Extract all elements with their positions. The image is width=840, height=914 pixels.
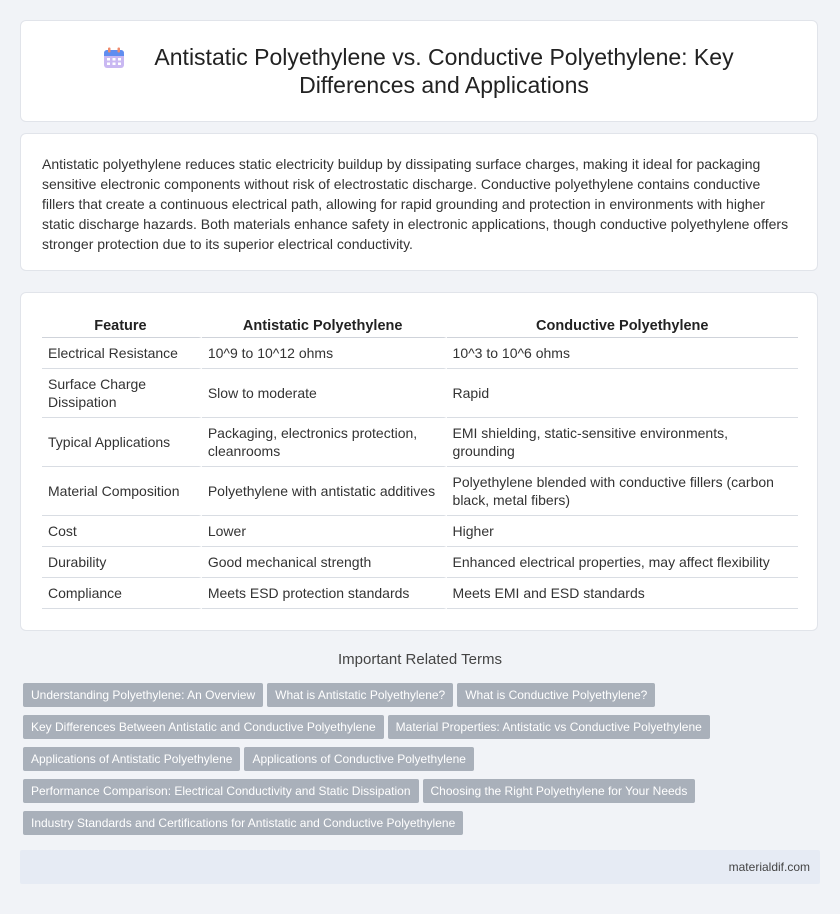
row-antistatic-value: Packaging, electronics protection, cleanrooms <box>202 418 447 467</box>
related-term-link[interactable]: Key Differences Between Antistatic and Conductive Polyethylene <box>23 715 384 739</box>
row-feature: Typical Applications <box>42 418 202 467</box>
row-feature: Surface Charge Dissipation <box>42 369 202 418</box>
related-term-link[interactable]: Choosing the Right Polyethylene for Your Needs <box>423 779 696 803</box>
row-conductive-value: EMI shielding, static-sensitive environments, grounding <box>447 418 798 467</box>
table-row <box>42 516 798 547</box>
row-antistatic-value: 10^9 to 10^12 ohms <box>202 338 447 369</box>
row-antistatic-value: Polyethylene with antistatic additives <box>202 467 447 516</box>
page-title: Antistatic Polyethylene vs. Conductive Polyethylene: Key Differences and Applications <box>154 44 734 98</box>
header-feature: Feature <box>42 314 202 338</box>
row-antistatic-value: Lower <box>202 516 447 547</box>
row-conductive-value: Enhanced electrical properties, may affect flexibility <box>447 547 798 578</box>
related-term-link[interactable]: Applications of Conductive Polyethylene <box>244 747 473 771</box>
row-feature: Durability <box>42 547 202 578</box>
comparison-card <box>20 292 818 631</box>
related-term-link[interactable]: Material Properties: Antistatic vs Conductive Polyethylene <box>388 715 710 739</box>
table-row <box>42 467 798 516</box>
table-header-row <box>42 314 798 338</box>
row-conductive-value: Rapid <box>447 369 798 418</box>
row-conductive-value: Polyethylene blended with conductive fillers (carbon black, metal fibers) <box>447 467 798 516</box>
footer <box>20 850 820 884</box>
related-term-link[interactable]: Performance Comparison: Electrical Conductivity and Static Dissipation <box>23 779 419 803</box>
row-antistatic-value: Good mechanical strength <box>202 547 447 578</box>
table-row <box>42 578 798 609</box>
related-term-link[interactable]: What is Conductive Polyethylene? <box>457 683 655 707</box>
intro-paragraph: Antistatic polyethylene reduces static electricity buildup by dissipating surface charges, making it ideal for packaging sensitive electronic components without risk of electrostatic discharge. Conductive polyethylene contains conductive fillers that create a continuous electrical path, allowing for rapid grounding and protection in environments with higher static discharge hazards. Both materials enhance safety in electronic applications, though conductive polyethylene offers stronger protection due to its superior electrical conductivity. <box>42 156 789 252</box>
related-term-link[interactable]: Industry Standards and Certifications for Antistatic and Conductive Polyethylene <box>23 811 463 835</box>
related-term-link[interactable]: What is Antistatic Polyethylene? <box>267 683 453 707</box>
row-antistatic-value: Meets ESD protection standards <box>202 578 447 609</box>
related-term-link[interactable]: Understanding Polyethylene: An Overview <box>23 683 263 707</box>
row-antistatic-value: Slow to moderate <box>202 369 447 418</box>
related-terms-list <box>23 683 823 843</box>
related-term-link[interactable]: Applications of Antistatic Polyethylene <box>23 747 240 771</box>
related-terms-heading: Important Related Terms <box>338 651 502 668</box>
table-row <box>42 338 798 369</box>
row-feature: Electrical Resistance <box>42 338 202 369</box>
row-conductive-value: Higher <box>447 516 798 547</box>
intro-card <box>20 133 818 271</box>
title-card <box>20 20 818 122</box>
table-row <box>42 547 798 578</box>
table-row <box>42 369 798 418</box>
row-feature: Cost <box>42 516 202 547</box>
row-feature: Compliance <box>42 578 202 609</box>
footer-site-link[interactable]: materialdif.com <box>728 860 810 874</box>
header-conductive: Conductive Polyethylene <box>447 314 798 338</box>
comparison-table <box>42 314 798 609</box>
row-conductive-value: 10^3 to 10^6 ohms <box>447 338 798 369</box>
table-row <box>42 418 798 467</box>
row-feature: Material Composition <box>42 467 202 516</box>
row-conductive-value: Meets EMI and ESD standards <box>447 578 798 609</box>
header-antistatic: Antistatic Polyethylene <box>202 314 447 338</box>
